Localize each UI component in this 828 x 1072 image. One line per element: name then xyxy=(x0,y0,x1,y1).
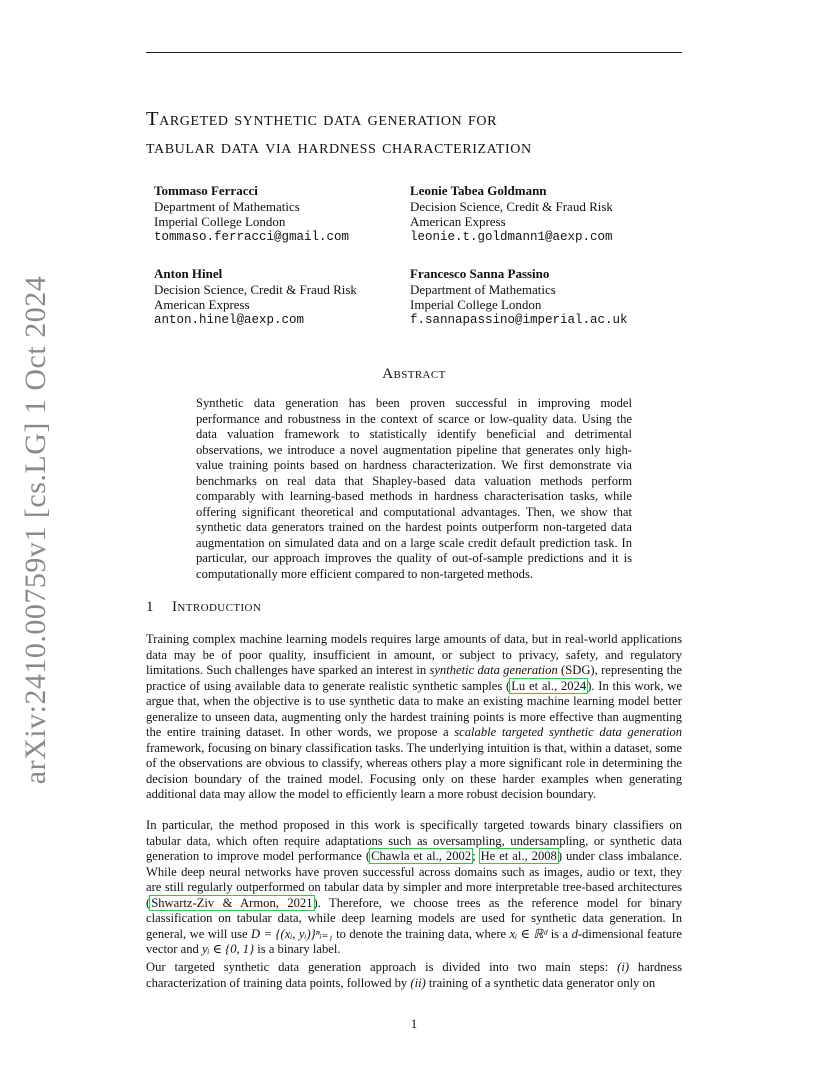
abstract-text: Synthetic data generation has been proven successful in improving model performance and robustness in the context of scarce or low-quality data. Using the data valuation framework to statistically identify beneficial and detrimental observations, we introduce a novel augmentation pipeline that generates only high-value training points based on hardness characterization. We first demonstrate via benchmarks on real data that Shapley-based data valuation methods perform comparably with learning-based methods in hardness characterisation tasks, while offering significant theoretical and computational advantages. Then, we show that synthetic data generators trained on the hardest points outperform non-targeted data augmentation on simulated data and on a large scale credit default prediction task. In particular, our approach improves the quality of out-of-sample predictions and it is computationally more efficient compared to non-targeted methods. xyxy=(196,396,632,581)
text-run: hardness characterization of training data points, followed by xyxy=(146,960,682,990)
text-run: In particular, the method proposed in this work is specifically targeted towards binary classifiers on tabular data, which often require adaptations such as oversampling, undersampling, or synthetic data generation to improve model performance ( xyxy=(146,818,682,863)
text-run: is a binary label. xyxy=(254,942,341,956)
intro-paragraph-2 xyxy=(146,818,682,958)
text-run: training of a synthetic data generator only on xyxy=(425,975,656,990)
citation-link[interactable]: Shwartz-Ziv & Armon, 2021 xyxy=(151,895,313,910)
text-run: ). In this work, we argue that, when the objective is to use synthetic data to make an existing machine learning model better generalize to unseen data, augmenting only the hardest training points is more effective than augmenting the entire training dataset. In other words, we propose a xyxy=(146,678,682,739)
text-run: framework, focusing on binary classification tasks. The underlying intuition is that, within a dataset, some of the observations are obvious to classify, whereas others play a more significant role in determining the decision boundary of the trained model. Focusing only on these harder examples when generating additional data may allow the model to efficiently learn a more robust decision boundary. xyxy=(146,740,682,801)
title-line-2: tabular data via hardness characterization xyxy=(146,136,532,158)
section-title: Introduction xyxy=(172,599,262,615)
text-run: ). Therefore, we choose trees as the reference model for binary classification on tabular data, while deep learning models are used for synthetic data generation. In general, we will use xyxy=(146,895,682,941)
author-affiliation: Department of Mathematics xyxy=(410,281,556,297)
author-email[interactable]: f.sannapassino@imperial.ac.uk xyxy=(410,312,628,327)
text-run: Our targeted synthetic data generation approach is divided into two main steps: xyxy=(146,960,618,974)
author-block-1 xyxy=(154,183,349,245)
emphasis-text: (i) xyxy=(617,960,630,974)
citation-link[interactable]: Lu et al., 2024 xyxy=(511,678,587,693)
author-email[interactable]: anton.hinel@aexp.com xyxy=(154,312,305,327)
intro-paragraph-3 xyxy=(146,960,682,991)
author-name: Francesco Sanna Passino xyxy=(410,266,550,281)
author-name: Tommaso Ferracci xyxy=(154,183,258,198)
author-block-3 xyxy=(154,266,357,328)
text-run: Training complex machine learning models requires large amounts of data, but in real-world applications data may be of poor quality, insufficient in amount, or subject to privacy, safety, and regulatory limitations. Such challenges have sparked an interest in xyxy=(146,632,682,677)
math-inline: xᵢ ∈ ℝᵈ xyxy=(509,926,548,941)
author-name: Leonie Tabea Goldmann xyxy=(410,183,547,198)
text-run: is a xyxy=(547,926,572,941)
author-institution: American Express xyxy=(154,297,250,312)
author-email[interactable]: leonie.t.goldmann1@aexp.com xyxy=(410,229,613,244)
intro-paragraph-1 xyxy=(146,632,682,803)
math-inline: D = {(xᵢ, yᵢ)}ⁿᵢ₌₁ xyxy=(251,926,333,941)
author-institution: American Express xyxy=(410,214,506,229)
abstract-heading: Abstract xyxy=(382,366,446,382)
author-name: Anton Hinel xyxy=(154,266,223,281)
math-inline: yᵢ ∈ {0, 1} xyxy=(201,942,255,956)
author-institution: Imperial College London xyxy=(410,297,542,312)
text-run: ; xyxy=(472,849,480,863)
emphasis-text: synthetic data generation xyxy=(429,663,558,677)
text-run: (SDG), representing the practice of using available data to generate realistic synthetic samples ( xyxy=(146,663,683,693)
text-run: -dimensional feature vector and xyxy=(146,926,683,956)
section-heading-introduction xyxy=(146,599,682,616)
author-email[interactable]: tommaso.ferracci@gmail.com xyxy=(154,229,350,244)
page-number: 1 xyxy=(410,1016,418,1031)
author-institution: Imperial College London xyxy=(154,214,286,229)
text-run: to denote the training data, where xyxy=(332,926,510,941)
emphasis-text: (ii) xyxy=(410,975,426,990)
author-block-2 xyxy=(410,183,613,245)
section-number: 1 xyxy=(146,599,154,615)
math-inline: d xyxy=(571,926,578,941)
author-block-4 xyxy=(410,266,628,328)
arxiv-watermark-text: arXiv:2410.00759v1 [cs.LG] 1 Oct 2024 xyxy=(19,275,52,785)
author-affiliation: Department of Mathematics xyxy=(154,198,300,214)
author-affiliation: Decision Science, Credit & Fraud Risk xyxy=(154,281,357,297)
text-run: ) under class imbalance. While deep neural networks have proven successful across domains such as images, audio or text, they are still regularly outperformed on tabular data by simpler and more interpretable tree-based architectures ( xyxy=(146,849,682,910)
paper-title xyxy=(146,105,706,161)
emphasis-text: scalable targeted synthetic data generation xyxy=(454,725,682,739)
title-line-1: Targeted synthetic data generation for xyxy=(146,108,498,130)
citation-link[interactable]: Chawla et al., 2002 xyxy=(371,849,472,863)
citation-link[interactable]: He et al., 2008 xyxy=(480,849,557,863)
author-affiliation: Decision Science, Credit & Fraud Risk xyxy=(410,198,613,214)
top-rule xyxy=(146,52,682,53)
